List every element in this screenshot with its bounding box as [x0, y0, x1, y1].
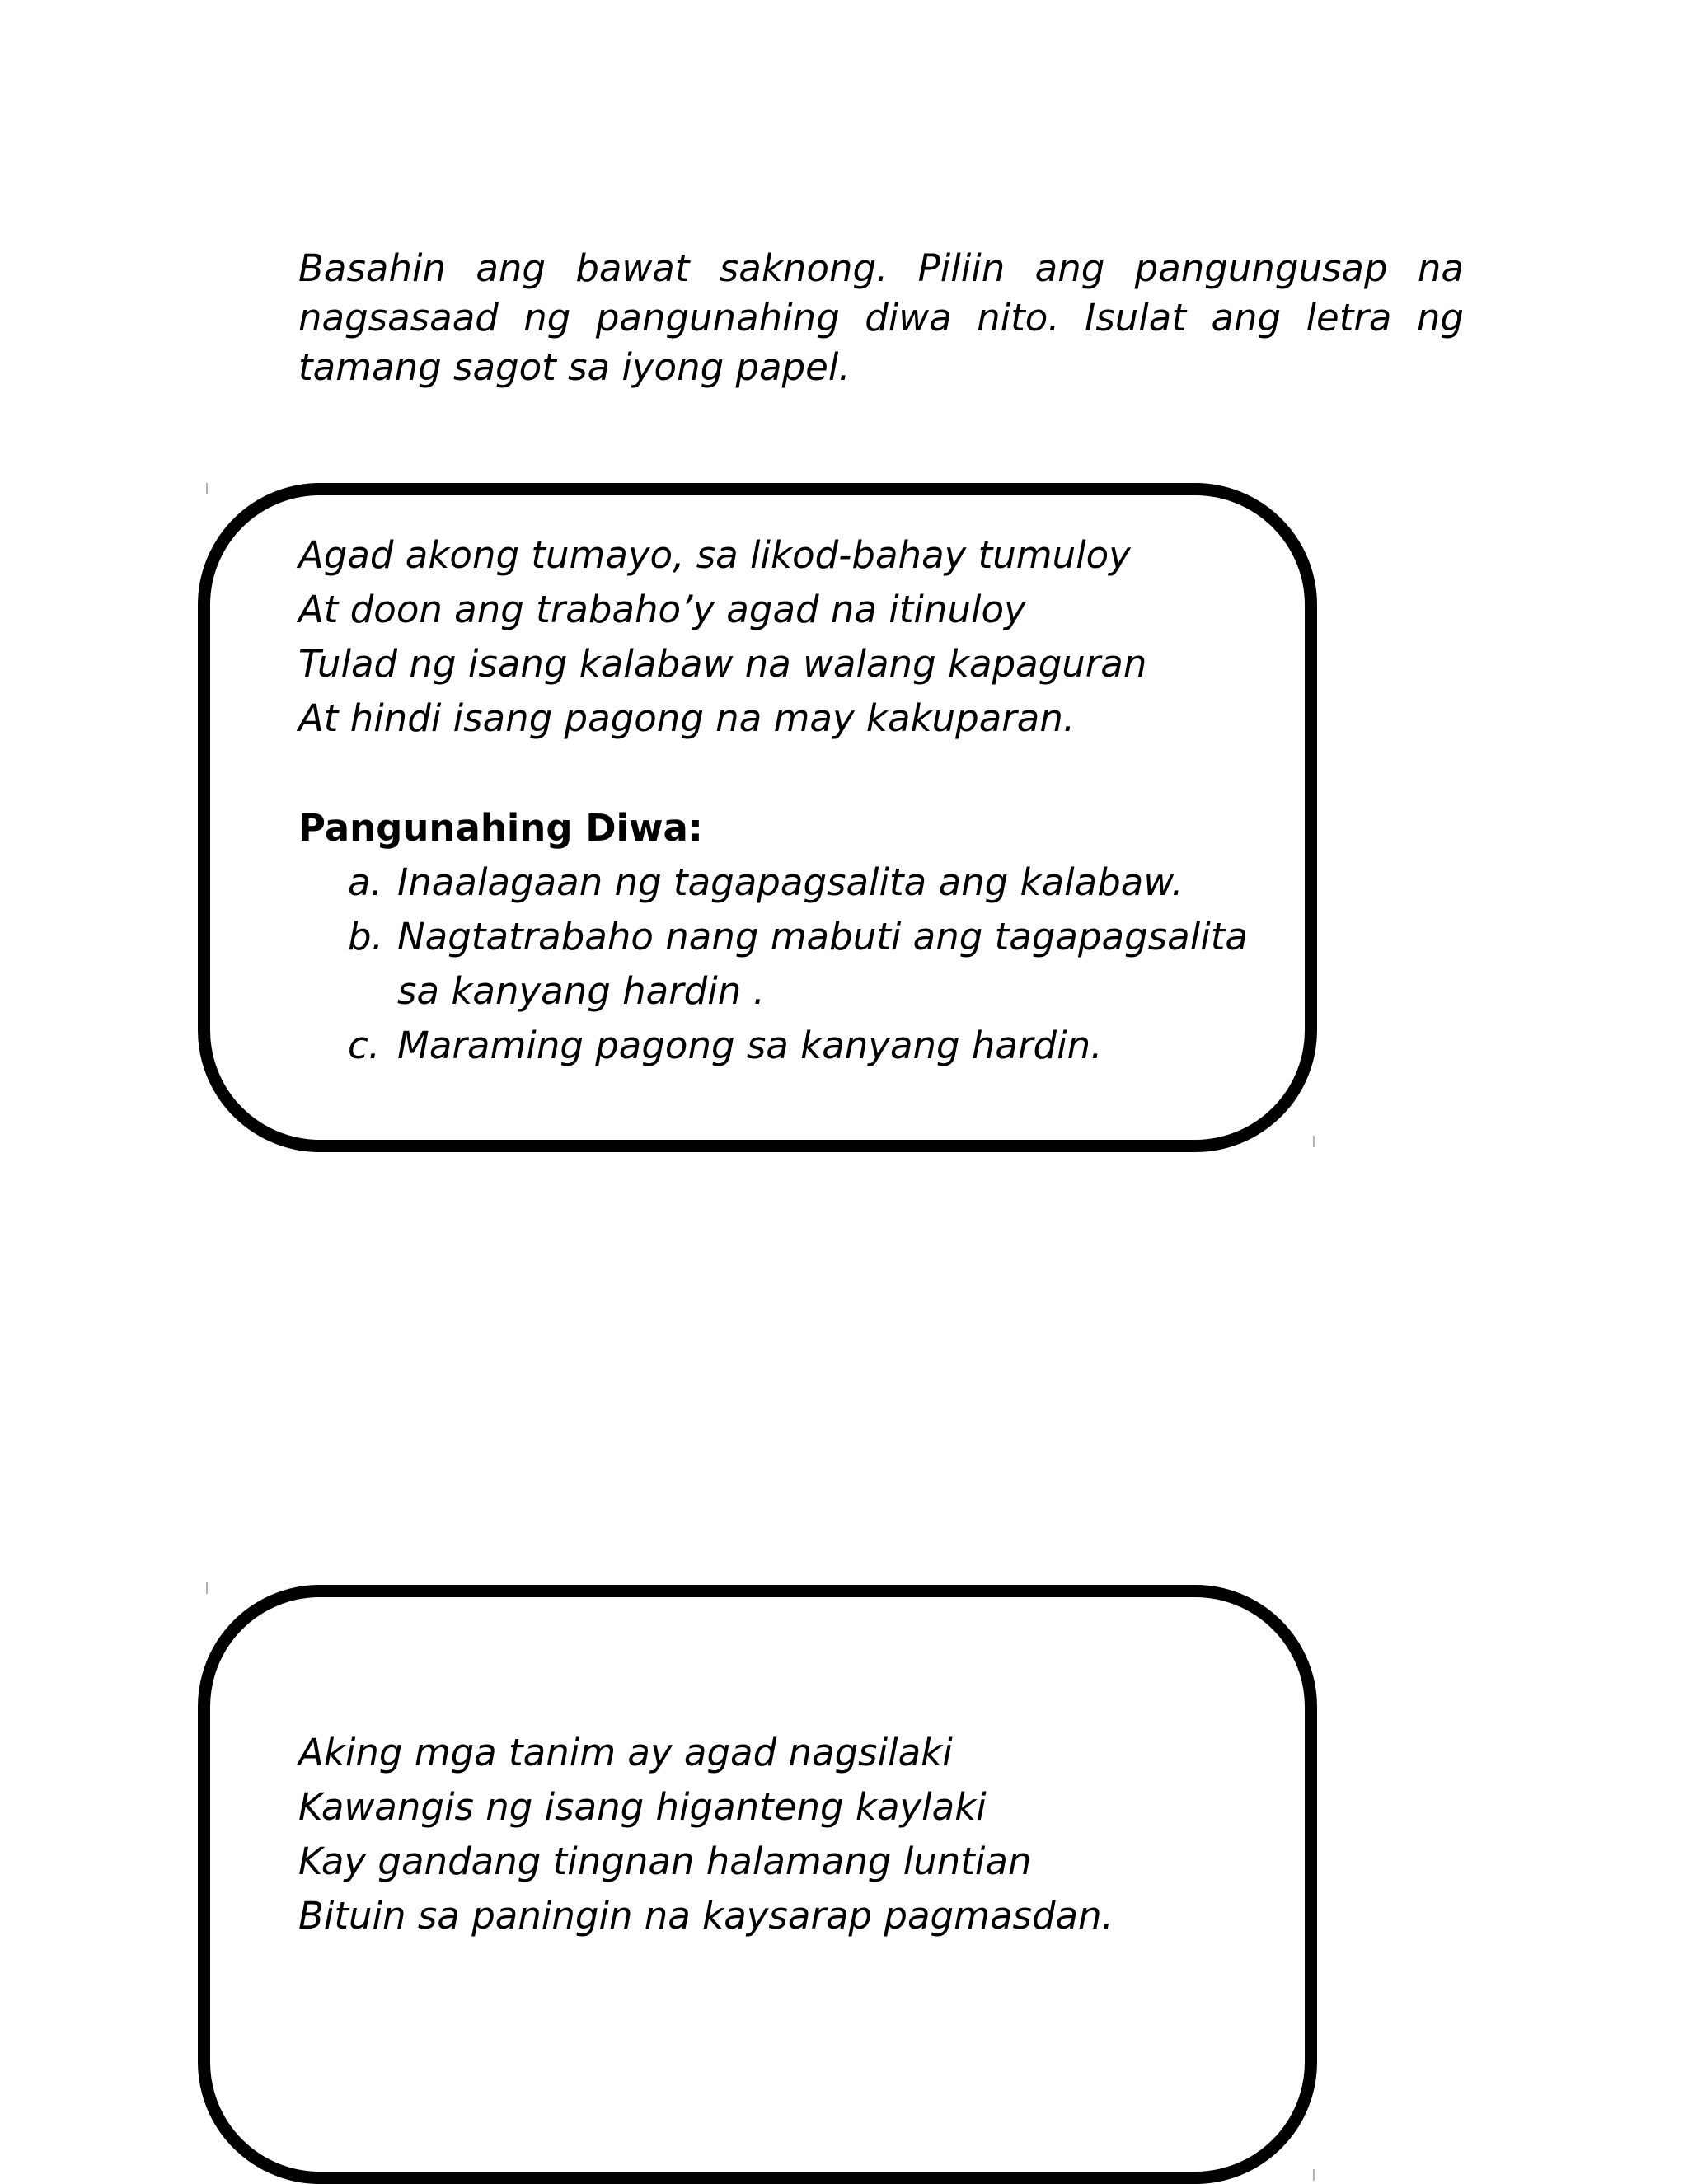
poem-line: Agad akong tumayo, sa likod-bahay tumuloy — [298, 533, 1131, 577]
choice-letter: a. — [348, 860, 382, 904]
choice-letter: b. — [348, 915, 383, 958]
choice-text: Inaalagaan ng tagapagsalita ang kalabaw. — [397, 860, 1184, 904]
instructions-text: Basahin ang bawat saknong. Piliin ang pangungusap na nagsasaad ng pangunahing diwa nito. Isulat ang letra ng tamang sagot sa iyong papel. — [298, 246, 1464, 389]
crop-mark — [1313, 1136, 1315, 1147]
main-idea-heading: Pangunahing Diwa: — [298, 806, 703, 850]
poem-line: Kay gandang tingnan halamang luntian — [298, 1840, 1032, 1883]
poem-line: At doon ang trabaho’y agad na itinuloy — [298, 588, 1026, 631]
main-idea-choices — [298, 855, 1287, 1073]
crop-mark — [206, 483, 208, 494]
poem-line: Kawangis ng isang higanteng kaylaki — [298, 1785, 987, 1829]
choice-letter: c. — [348, 1024, 381, 1067]
choice-text: Maraming pagong sa kanyang hardin. — [397, 1024, 1103, 1067]
choice-b — [298, 910, 1287, 1019]
stanza-2-poem — [298, 1726, 1114, 1943]
choice-c — [298, 1019, 1287, 1073]
poem-line: Tulad ng isang kalabaw na walang kapaguran — [298, 642, 1147, 686]
choice-text: Nagtatrabaho nang mabuti ang tagapagsalita sa kanyang hardin . — [397, 915, 1248, 1013]
stanza-1-poem — [298, 528, 1146, 746]
crop-mark — [1313, 2169, 1315, 2181]
poem-line: At hindi isang pagong na may kakuparan. — [298, 696, 1076, 740]
poem-line: Aking mga tanim ay agad nagsilaki — [298, 1731, 953, 1774]
poem-line: Bituin sa paningin na kaysarap pagmasdan. — [298, 1894, 1114, 1938]
choice-a — [298, 855, 1287, 910]
crop-mark — [206, 1582, 208, 1594]
